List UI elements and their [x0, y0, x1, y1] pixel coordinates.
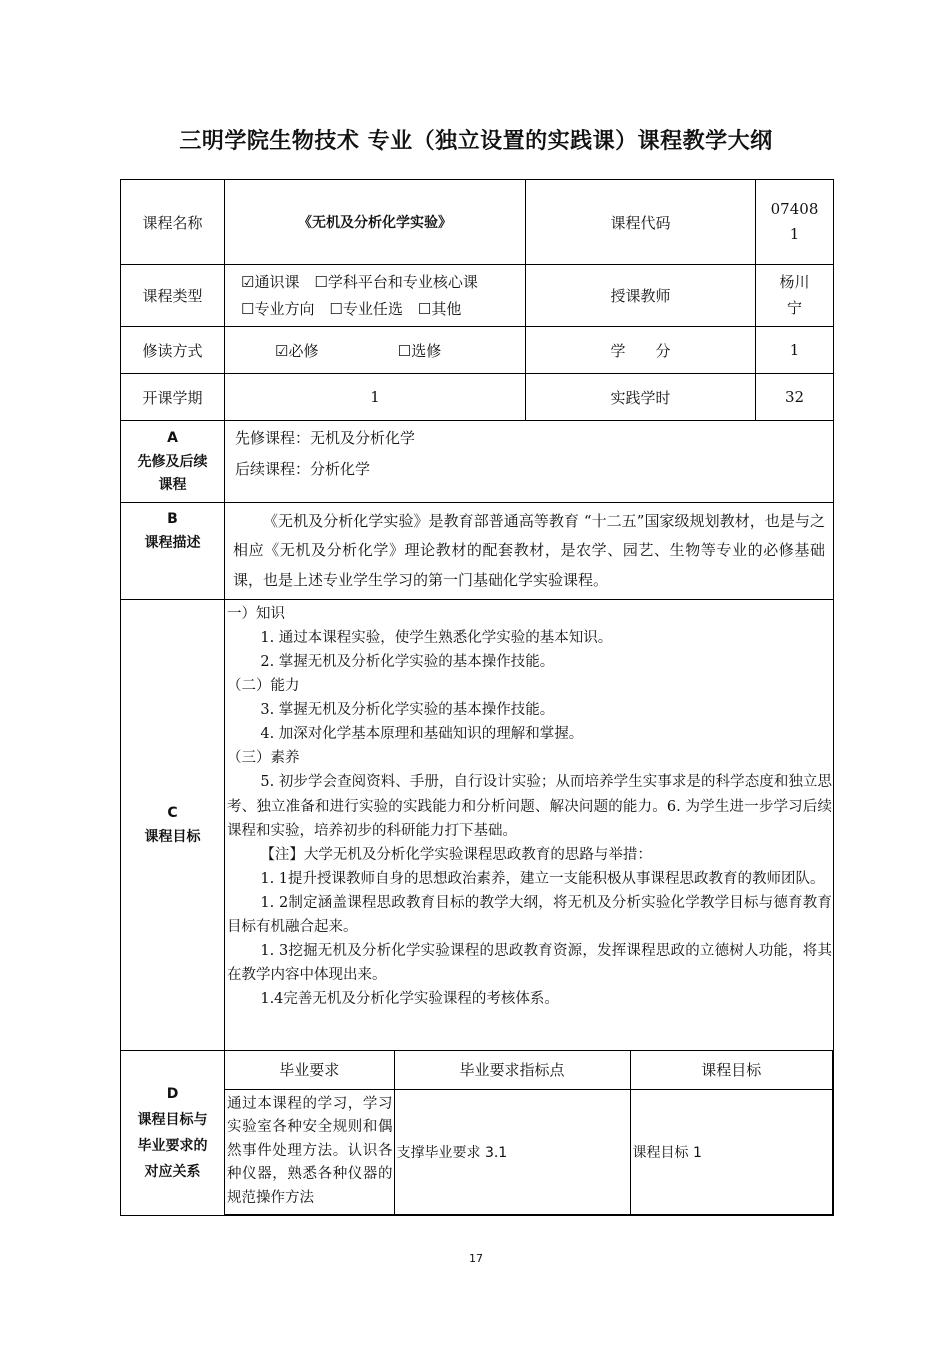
- section-b-letter: B: [167, 511, 178, 527]
- section-c-label: [121, 600, 225, 1051]
- goal-line: 一）知识: [227, 606, 285, 622]
- goal-line: （二）能力: [227, 678, 300, 695]
- header-indicator: 毕业要求指标点: [394, 1051, 630, 1089]
- section-a-content: [225, 421, 834, 503]
- section-d-title-line3: 对应关系: [144, 1163, 201, 1180]
- teacher-value: [756, 265, 834, 327]
- course-type-line1: ☑通识课 ☐学科平台和专业核心课: [241, 272, 478, 291]
- course-goals: [225, 600, 834, 1051]
- row-study-mode: [121, 327, 834, 374]
- goal-line: 1. 1提升授课教师自身的思想政治素养，建立一支能积极从事课程思政教育的教师团队。: [260, 870, 825, 887]
- section-d-title-line2: 毕业要求的: [137, 1137, 208, 1154]
- mapping-header-row: [225, 1051, 833, 1089]
- mapping-requirement: 通过本课程的学习，学习实验室各种安全规则和偶然事件处理方法。认识各种仪器，熟悉各种仪器的规范操作方法: [225, 1089, 394, 1214]
- goal-line: 【注】大学无机及分析化学实验课程思政教育的思路与举措：: [260, 846, 652, 863]
- row-semester: [121, 374, 834, 421]
- section-d-label: [121, 1051, 225, 1216]
- course-code-line1: 07408: [770, 199, 819, 218]
- course-code-line2: 1: [789, 225, 800, 243]
- practice-hours-value: 32: [756, 374, 834, 421]
- mapping-table-cell: [225, 1051, 834, 1216]
- teacher-line1: 杨川: [779, 273, 810, 291]
- header-goal: 课程目标: [630, 1051, 833, 1089]
- prerequisite-course: 先修课程：无机及分析化学: [235, 429, 416, 447]
- goal-line: 3. 掌握无机及分析化学实验的基本操作技能。: [260, 702, 555, 719]
- goal-line: 1. 3挖掘无机及分析化学实验课程的思政教育资源，发挥课程思政的立德树人功能，将其在教学内容中体现出来。: [227, 942, 832, 983]
- section-d-title-line1: 课程目标与: [137, 1111, 208, 1128]
- course-name-label: 课程名称: [121, 180, 225, 265]
- course-name-value: 《无机及分析化学实验》: [225, 180, 526, 265]
- section-d-letter: D: [166, 1086, 179, 1103]
- credit-value: 1: [756, 327, 834, 374]
- mapping-table: [225, 1051, 833, 1215]
- teacher-label: 授课教师: [526, 265, 756, 327]
- section-b-title: 课程描述: [144, 534, 201, 551]
- course-code-label: 课程代码: [526, 180, 756, 265]
- course-code-value: [756, 180, 834, 265]
- teacher-line2: 宁: [786, 298, 802, 317]
- study-required-checkbox: ☑必修: [275, 341, 319, 360]
- mapping-indicator: 支撑毕业要求 3.1: [394, 1089, 630, 1214]
- row-section-b: [121, 503, 834, 600]
- syllabus-table: [120, 179, 834, 1216]
- course-type-label: 课程类型: [121, 265, 225, 327]
- course-description: 《无机及分析化学实验》是教育部普通高等教育 “十二五”国家级规划教材，也是与之相应《无机及分析化学》理论教材的配套教材，是农学、园艺、生物等专业的必修基础课，也是上述专业学生学习的第一门基础化学实验课程。: [225, 503, 834, 600]
- study-mode-label: 修读方式: [121, 327, 225, 374]
- course-type-line2: ☐专业方向 ☐专业任选 ☐其他: [241, 299, 462, 318]
- header-requirement: 毕业要求: [225, 1051, 394, 1089]
- page-title: 三明学院生物技术 专业（独立设置的实践课）课程教学大纲: [179, 129, 773, 154]
- row-course-name: [121, 180, 834, 265]
- section-a-title-line1: 先修及后续: [137, 453, 208, 470]
- goal-line: 4. 加深对化学基本原理和基础知识的理解和掌握。: [260, 726, 584, 743]
- row-section-a: [121, 421, 834, 503]
- mapping-goal: 课程目标 1: [630, 1089, 833, 1214]
- table-row: [225, 1089, 833, 1214]
- row-course-type: [121, 265, 834, 327]
- study-mode-options: [225, 327, 526, 374]
- section-b-label: [121, 503, 225, 600]
- followup-course: 后续课程：分析化学: [235, 459, 371, 478]
- goal-line: 1. 2制定涵盖课程思政教育目标的教学大纲，将无机及分析实验化学教学目标与德育教育目标有机融合起来。: [227, 894, 832, 935]
- row-section-c: [121, 600, 834, 1051]
- section-c-letter: C: [167, 805, 178, 822]
- course-type-options: [225, 265, 526, 327]
- practice-hours-label: 实践学时: [526, 374, 756, 421]
- section-a-title-line2: 课程: [158, 477, 187, 494]
- page-number: 17: [469, 1252, 483, 1265]
- section-a-label: [121, 421, 225, 503]
- goal-line: 2. 掌握无机及分析化学实验的基本操作技能。: [260, 654, 555, 671]
- semester-value: 1: [225, 374, 526, 421]
- goal-line: 5. 初步学会查阅资料、手册，自行设计实验；从而培养学生实事求是的科学态度和独立思考、独立准备和进行实验的实践能力和分析问题、解决问题的能力。6. 为学生进一步学习后续课程和实验，培养初步的科研能力打下基础。: [227, 774, 832, 839]
- semester-label: 开课学期: [121, 374, 225, 421]
- row-section-d: [121, 1051, 834, 1216]
- goal-line: 1. 通过本课程实验，使学生熟悉化学实验的基本知识。: [260, 630, 613, 647]
- study-elective-checkbox: ☐选修: [397, 341, 442, 360]
- goal-line: （三）素养: [227, 750, 300, 767]
- section-c-title: 课程目标: [144, 829, 201, 845]
- section-a-letter: A: [167, 429, 178, 446]
- credit-label: 学 分: [526, 327, 756, 374]
- goal-line: 1.4完善无机及分析化学实验课程的考核体系。: [260, 991, 559, 1007]
